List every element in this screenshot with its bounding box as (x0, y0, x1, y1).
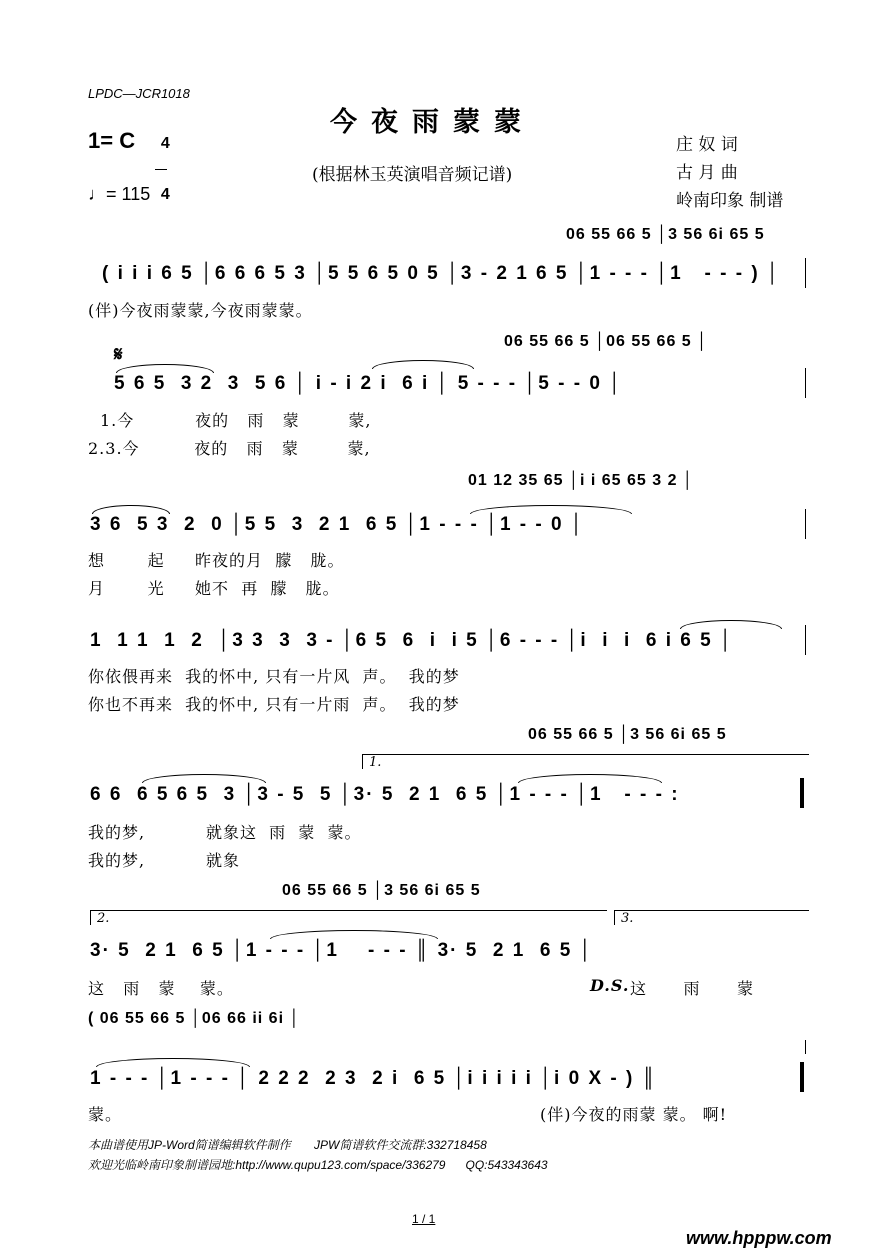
system4-lyric-verse1: 你依偎再来 我的怀中, 只有一片风 声。 我的梦 (88, 667, 460, 686)
system5-accompaniment: 06 55 66 5 │3 56 6i 65 5 (528, 726, 727, 743)
slur (372, 360, 474, 369)
system2-melody: 5 6 5 3 2 3 5 6 │ i - i 2 i 6 i │ 5 - - - │5 - - 0 │ (114, 373, 624, 394)
tempo-mark: ♩= 115 (88, 184, 151, 204)
first-ending-bracket: 1. (362, 754, 809, 769)
system6-lyric-after: 这 雨 蒙 (630, 979, 755, 998)
system7-lyric-end: (伴)今夜的雨蒙 蒙。 啊! (540, 1105, 728, 1124)
system6-lyric: 这 雨 蒙 蒙。 (88, 979, 234, 998)
footer-website-note: 欢迎光临岭南印象制谱园地:http://www.qupu123.com/space/336279 QQ:543343643 (88, 1158, 548, 1172)
slur (270, 930, 438, 939)
system2-lyric-verse2: 2.3.今 夜的 雨 蒙 蒙, (88, 439, 371, 458)
system1-lyric: (伴)今夜雨蒙蒙,今夜雨蒙蒙。 (88, 301, 313, 320)
song-title: 今夜雨蒙蒙 (330, 107, 535, 138)
system2-accompaniment: 06 55 66 5 │06 55 66 5 │ (504, 333, 709, 350)
system4-melody: 1 1 1 1 2 │3 3 3 3 - │6 5 6 i i 5 │6 - - - │i i i 6 i 6 5 │ (90, 630, 734, 651)
final-barline (800, 1062, 804, 1092)
system3-lyric-verse2: 月 光 她不 再 朦 胧。 (88, 579, 340, 598)
composer: 古 月 曲 (676, 163, 738, 183)
time-signature (152, 120, 170, 203)
slur (92, 505, 170, 514)
system5-lyric-verse1: 我的梦, 就象这 雨 蒙 蒙。 (88, 823, 362, 842)
system3-lyric-verse1: 想 起 昨夜的月 朦 胧。 (88, 551, 345, 570)
lyricist: 庄 奴 词 (676, 135, 738, 155)
system1-melody: ( i i i 6 5 │6 6 6 5 3 │5 5 6 5 0 5 │3 - 2 1 6 5 │1 - - - │1 - - - ) │ (102, 263, 781, 284)
system5-lyric-verse2: 我的梦, 就象 (88, 851, 240, 870)
score-code: LPDC—JCR1018 (88, 86, 190, 101)
footer-software-note: 本曲谱使用JP-Word简谱编辑软件制作 JPW简谱软件交流群:332718458 (88, 1138, 487, 1152)
system6-melody: 3· 5 2 1 6 5 │1 - - - │1 - - - ║ 3· 5 2 1 6 5 │ (90, 940, 594, 961)
page-number: 1 / 1 (412, 1212, 436, 1226)
arranger: 岭南印象 制谱 (676, 191, 784, 211)
key-signature: 1= C (88, 128, 136, 153)
song-subtitle: (根据林玉英演唱音频记谱) (312, 165, 513, 185)
time-top: 4 (160, 135, 170, 152)
system2-lyric-verse1: 1.今 夜的 雨 蒙 蒙, (100, 411, 372, 430)
barline (805, 625, 806, 655)
system7-accompaniment: ( 06 55 66 5 │06 66 ii 6i │ (88, 1010, 301, 1027)
system1-accompaniment: 06 55 66 5 │3 56 6i 65 5 (566, 226, 765, 243)
watermark: www.hpppw.com (686, 1228, 832, 1248)
slur (518, 774, 662, 783)
segno-sign: 𝄋 (114, 342, 123, 366)
slur (470, 505, 632, 514)
dal-segno-mark: D.S. (590, 976, 630, 995)
slur (116, 364, 214, 373)
system6-accompaniment: 06 55 66 5 │3 56 6i 65 5 (282, 882, 481, 899)
third-ending-bracket: 3. (614, 910, 809, 925)
barline (805, 509, 806, 539)
system4-lyric-verse2: 你也不再来 我的怀中, 只有一片雨 声。 我的梦 (88, 695, 460, 714)
time-bottom: 4 (160, 186, 170, 203)
system7-melody: 1 - - - │1 - - - │ 2 2 2 2 3 2 i 6 5 │i i i i i │i 0 X - ) ║ (90, 1068, 658, 1089)
repeat-barline (800, 778, 804, 808)
second-ending-bracket: 2. (90, 910, 607, 925)
barline (805, 258, 806, 288)
barline (805, 368, 806, 398)
system3-melody: 3 6 5 3 2 0 │5 5 3 2 1 6 5 │1 - - - │1 - - 0 │ (90, 514, 585, 535)
slur (142, 774, 266, 783)
system3-accompaniment: 01 12 35 65 │i i 65 65 3 2 │ (468, 472, 694, 489)
system5-melody: 6 6 6 5 6 5 3 │3 - 5 5 │3· 5 2 1 6 5 │1 - - - │1 - - - : (90, 784, 680, 805)
slur (680, 620, 782, 629)
slur (96, 1058, 250, 1067)
system7-lyric: 蒙。 (88, 1105, 123, 1124)
barline (805, 1040, 806, 1054)
